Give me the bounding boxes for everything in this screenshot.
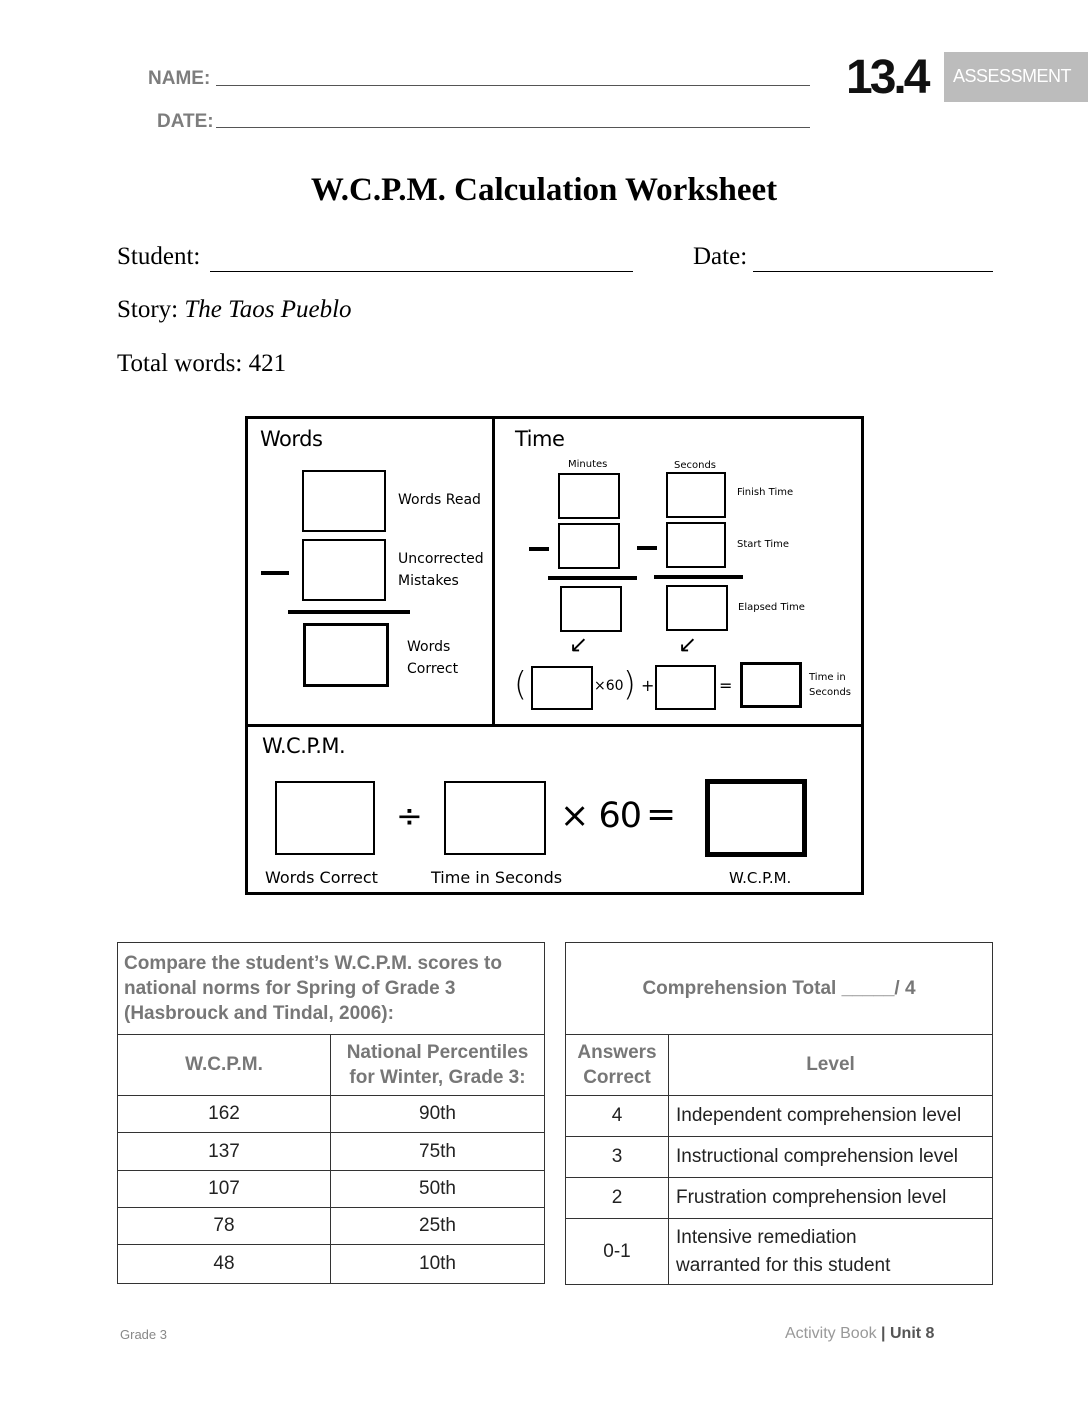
date-line[interactable] [216,127,810,128]
norms-table-caption: Compare the student’s W.C.P.M. scores to national norms for Spring of Grade 3 (Hasbrouck and Tindal, 2006): [118,943,545,1035]
start-time-label: Start Time [737,539,790,550]
norms-table [117,942,545,1284]
table-row [118,1133,545,1171]
date-info-line[interactable] [753,271,993,272]
norms-wcpm-cell: 107 [118,1171,331,1208]
comprehension-table [565,942,993,1285]
table-row [566,1096,993,1137]
wcpm-result-label: W.C.P.M. [729,869,792,887]
words-heading: Words [260,427,323,451]
comprehension-total: Comprehension Total _____/ 4 [566,943,993,1035]
time-heading: Time [515,427,565,451]
time-in-seconds-label-line2: Seconds [809,687,852,698]
comp-answers-cell: 0-1 [566,1219,669,1285]
table-row [118,1096,545,1133]
words-correct-label-line1: Words [407,639,451,655]
comp-level-cell-line1: Intensive remediation [676,1226,857,1248]
norms-col-percentile [331,1035,545,1096]
comp-level-cell: Independent comprehension level [669,1096,993,1137]
elapsed-seconds-box[interactable] [666,585,728,631]
time-in-seconds-box[interactable] [740,662,802,708]
story-label: Story: [117,296,179,323]
section-tag [944,52,1088,102]
norms-wcpm-cell: 78 [118,1208,331,1245]
uncorrected-label-line2: Mistakes [398,573,459,589]
table-row [566,1137,993,1178]
student-line[interactable] [210,271,633,272]
words-time-divider [492,417,495,726]
comp-answers-cell: 2 [566,1178,669,1219]
finish-time-label: Finish Time [737,487,794,498]
minutes-sum-line [548,576,637,580]
comp-col-answers [566,1035,669,1096]
words-minus-sign [261,571,289,575]
story-line [117,296,352,324]
story-title: The Taos Pueblo [184,296,352,323]
words-sum-line [288,610,410,614]
comp-col-answers-line1: Answers [577,1042,657,1063]
uncorrected-label [398,548,484,592]
comp-level-cell: Instructional comprehension level [669,1137,993,1178]
words-correct-box[interactable] [303,623,389,687]
norms-pct-cell: 50th [331,1171,545,1208]
start-seconds-box[interactable] [666,522,726,568]
comp-answers-cell: 3 [566,1137,669,1178]
total-words: Total words: 421 [117,350,287,377]
time-in-seconds-label-line1: Time in [809,672,846,683]
norms-col-wcpm: W.C.P.M. [118,1035,331,1096]
seconds-label: Seconds [674,460,717,471]
words-correct-label [407,636,458,680]
page-title: W.C.P.M. Calculation Worksheet [310,172,778,208]
elapsed-time-label: Elapsed Time [738,602,805,613]
comp-level-cell: Frustration comprehension level [669,1178,993,1219]
name-line[interactable] [216,85,810,86]
comp-level-cell-line2: warranted for this student [676,1254,891,1276]
minutes-label: Minutes [568,459,608,470]
table-row [118,1171,545,1208]
norms-col-percentile-line1: National Percentiles [346,1042,529,1063]
footer-book-title: Activity Book [785,1325,877,1342]
seconds-sum-line [654,575,743,579]
minutes-arrow-icon: ↙ [569,632,589,658]
close-paren: ) [623,664,636,703]
plus-sign: + [641,676,655,695]
norms-pct-cell: 90th [331,1096,545,1133]
wcpm-words-correct-label: Words Correct [265,868,378,887]
table-row [118,1245,545,1284]
norms-pct-cell: 25th [331,1208,545,1245]
table-row [118,1208,545,1245]
wcpm-divider [246,724,863,727]
divide-sign: ÷ [396,797,423,835]
norms-wcpm-cell: 162 [118,1096,331,1133]
seconds-arrow-icon: ↙ [678,632,698,658]
norms-col-percentile-line2: for Winter, Grade 3: [349,1067,526,1088]
date-label: DATE: [157,111,214,132]
words-correct-label-line2: Correct [407,661,459,677]
norms-pct-cell: 75th [331,1133,545,1171]
date-info-label: Date: [693,243,748,270]
wcpm-result-box[interactable] [705,779,807,857]
minutes-minus-sign [529,547,549,551]
comp-level-cell [669,1219,993,1285]
words-read-box[interactable] [302,470,386,532]
footer-book [785,1325,934,1343]
times-60-label: ×60 [594,678,624,694]
student-label: Student: [117,243,201,270]
uncorrected-mistakes-box[interactable] [302,539,386,601]
seconds-add-box[interactable] [655,665,716,710]
uncorrected-label-line1: Uncorrected [398,551,484,567]
table-row [566,1219,993,1285]
wcpm-time-box[interactable] [444,781,546,855]
section-tag-label: ASSESSMENT [953,66,1072,86]
footer-grade: Grade 3 [120,1327,167,1342]
wcpm-times-60: × 60 [560,796,641,836]
comp-col-level: Level [669,1035,993,1096]
footer-unit: Unit 8 [889,1325,935,1342]
wcpm-time-label: Time in Seconds [431,868,563,887]
time-in-seconds-label [809,670,851,700]
section-number: 13.4 [846,51,928,104]
norms-wcpm-cell: 48 [118,1245,331,1284]
wcpm-equals-sign: = [646,794,677,835]
finish-minutes-box[interactable] [558,473,620,519]
elapsed-minutes-box[interactable] [560,586,622,632]
comp-answers-cell: 4 [566,1096,669,1137]
seconds-minus-sign [637,546,657,550]
table-row [566,1178,993,1219]
open-paren: ( [514,664,527,703]
comp-col-answers-line2: Correct [583,1067,651,1088]
start-minutes-box[interactable] [558,523,620,569]
footer-separator: | [881,1325,886,1342]
time-equals-sign: = [719,676,733,695]
name-label: NAME: [148,68,211,89]
words-read-label: Words Read [398,492,481,508]
norms-wcpm-cell: 137 [118,1133,331,1171]
wcpm-heading: W.C.P.M. [262,734,346,758]
wcpm-words-correct-box[interactable] [275,781,375,855]
finish-seconds-box[interactable] [666,472,726,518]
norms-pct-cell: 10th [331,1245,545,1284]
minutes-multiply-box[interactable] [531,666,593,710]
